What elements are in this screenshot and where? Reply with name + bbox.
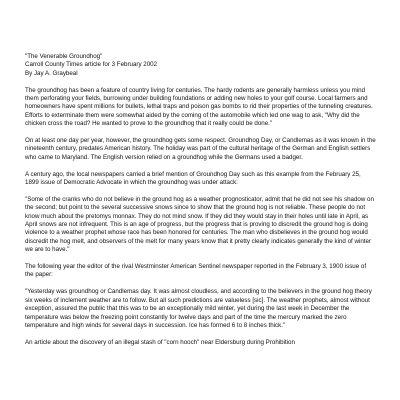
- paragraph: The groundhog has been a feature of country living for centuries. The hardy rodents are generally harmless unless you mind them perforating your fields, burrowing under building foundations or adding new holes to your golf course. Local farmers and homeowners have spent millions for bullets, lethal traps and poison gas bombs to rid their properties of the tunneling creatures. Efforts to exterminate them were somewhat aided by the coming of the automobile which led one wag to ask, "Why did the chicken cross the road? He wanted to prove to the groundhog that it really could be done.": [25, 86, 373, 128]
- document-source: Carroll County Times article for 3 February 2002: [25, 61, 158, 69]
- paragraph: The following year the editor of the rival Westminster American Sentinel newspaper reported in the February 3, 1900 issue of the paper:: [25, 263, 367, 279]
- document-header: [25, 53, 376, 78]
- paragraph: An article about the discovery of an illegal stash of "corn hooch" near Eldersburg during Prohibition: [25, 338, 295, 346]
- paragraph: A century ago, the local newspapers carried a brief mention of Groundhog Day such as this example from the February 25, 1899 issue of Democratic Advocate in which the groundhog was under attack:: [25, 170, 361, 187]
- quoted-paragraph: "Yesterday was groundhog or Candlemas day. It was almost cloudless, and according to the believers in the ground hog theory six weeks of inclement weather are to follow. But all such predictions are valueless [sic]. The weather prophets, almost without exception, assured the public that this was to be an exceptionally mild winter, yet during the last week in December the temperature was below the freezing point constantly for twelve days and part of the time the mercury marked the zero temperature and high winds for several days in succession. Ice has formed 6 to 8 inches thick.": [25, 288, 372, 329]
- document-title: "The Venerable Groundhog": [25, 53, 103, 60]
- paragraph: On at least one day per year, however, the groundhog gets some respect. Groundhog Day, or Candlemas as it was known in the nineteenth century, predates American history. The holiday was part of the cultural heritage of the German and English settlers who came to Maryland. The English version relied on a groundhog while the Germans used a badger.: [25, 137, 376, 161]
- quoted-paragraph: "Some of the cranks who do not believe in the ground hog as a weather prognosticator, admit that he did not see his shadow on the second; but point to the several successive snows since to show that the ground hog is not reliable. These people do not know much about the pretomys monnax. They do not mind snow. If they did they would stay in their holes until late in April, as April snows are not infrequent. This is an age of progress, but the progress that is proving to discredit the ground hog is doing violence to a weather prophet whose race has been honored for centuries. The man who disbelieves in the ground hog would discredit the hog melt, and observers of the melt for many years know that it pretty clearly indicates generally the kind of winter we are to have.": [25, 195, 374, 254]
- document-byline: By Jay A. Graybeal: [25, 69, 78, 77]
